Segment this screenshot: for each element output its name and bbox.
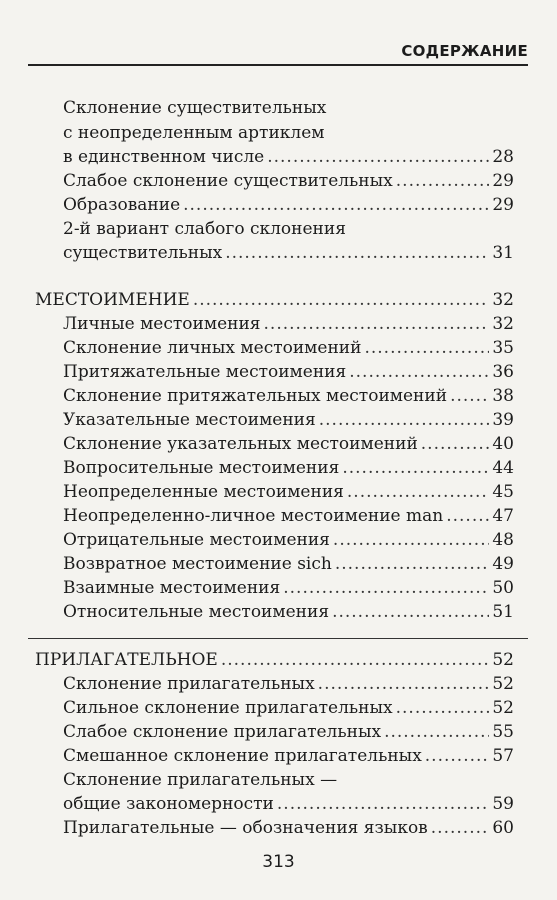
toc-page-number: 55: [492, 722, 514, 742]
toc-page-number: 32: [492, 290, 514, 310]
toc-entry-title: Прилагательные — обозначения языков: [63, 818, 428, 838]
toc-page-number: 28: [492, 147, 514, 167]
toc-entry: [63, 816, 514, 840]
toc-entry-title: Склонение личных местоимений: [63, 338, 362, 358]
toc-page-number: 51: [492, 602, 514, 622]
toc-entry-title: Возвратное местоимение sich: [63, 554, 332, 574]
toc-page-number: 45: [492, 482, 514, 502]
toc-entry: [63, 528, 514, 552]
toc-page-number: 59: [492, 794, 514, 814]
dot-leader: [396, 169, 490, 193]
page-number: 313: [262, 852, 295, 872]
toc-page-number: 52: [492, 674, 514, 694]
dot-leader: [319, 408, 490, 432]
toc-page-number: 49: [492, 554, 514, 574]
toc-page-number: 32: [492, 314, 514, 334]
toc-entry-title: Склонение прилагательных —: [63, 770, 338, 790]
dot-leader: [446, 504, 489, 528]
dot-leader: [384, 720, 489, 744]
toc-page-number: 47: [492, 506, 514, 526]
toc-entry-title: существительных: [63, 243, 223, 263]
toc-page-number: 57: [492, 746, 514, 766]
toc-section-heading: [35, 288, 514, 312]
running-header: [28, 38, 528, 66]
toc-page-number: 52: [492, 698, 514, 718]
toc-entry-title: Склонение притяжательных местоимений: [63, 386, 448, 406]
dot-leader: [364, 336, 489, 360]
dot-leader: [183, 193, 489, 217]
toc-entry: [63, 456, 514, 480]
dot-leader: [335, 552, 490, 576]
toc-entry: [63, 217, 528, 241]
toc-entry-title: общие закономерности: [63, 794, 274, 814]
toc-page-number: 40: [492, 434, 514, 454]
toc-entry-title: с неопределенным артиклем: [63, 123, 325, 143]
toc-entry: [63, 432, 514, 456]
toc-entry: [63, 193, 514, 217]
toc-entry: [63, 121, 528, 145]
toc-entry-title: Слабое склонение существительных: [63, 171, 393, 191]
toc-entry-title: Склонение указательных местоимений: [63, 434, 418, 454]
toc-section-heading: [35, 648, 514, 672]
toc-entry-title: Смешанное склонение прилагательных: [63, 746, 422, 766]
toc-entry-title: Склонение существительных: [63, 98, 327, 118]
toc-page-number: 50: [492, 578, 514, 598]
toc-entry: [63, 480, 514, 504]
dot-leader: [349, 360, 489, 384]
dot-leader: [318, 672, 490, 696]
toc-entry: [63, 408, 514, 432]
toc-entry: [63, 696, 514, 720]
toc-page-number: 29: [492, 195, 514, 215]
dot-leader: [193, 288, 490, 312]
toc-section-title: ПРИЛАГАТЕЛЬНОЕ: [35, 650, 218, 670]
dot-leader: [425, 744, 490, 768]
dot-leader: [283, 576, 489, 600]
dot-leader: [264, 312, 490, 336]
dot-leader: [431, 816, 490, 840]
toc-entry-title: Притяжательные местоимения: [63, 362, 347, 382]
toc-entry: [63, 672, 514, 696]
toc-entry: [63, 504, 514, 528]
toc-entry-title: Неопределенно-личное местоимение man: [63, 506, 444, 526]
toc-section-title: МЕСТОИМЕНИЕ: [35, 290, 190, 310]
toc-page-number: 39: [492, 410, 514, 430]
dot-leader: [347, 480, 489, 504]
toc-entry-title: Склонение прилагательных: [63, 674, 315, 694]
toc-entry-title: Вопросительные местоимения: [63, 458, 340, 478]
dot-leader: [342, 456, 489, 480]
toc-entry: [63, 384, 514, 408]
toc-entry-title: Образование: [63, 195, 181, 215]
toc-page-number: 48: [492, 530, 514, 550]
toc-page-number: 52: [492, 650, 514, 670]
toc-page-number: 36: [492, 362, 514, 382]
dot-leader: [421, 432, 490, 456]
toc-page-number: 60: [492, 818, 514, 838]
toc-entry-title: 2-й вариант слабого склонения: [63, 219, 346, 239]
toc-entry: [63, 312, 514, 336]
toc-entry-title: Личные местоимения: [63, 314, 261, 334]
toc-page-number: 44: [492, 458, 514, 478]
toc-entry: [63, 792, 514, 816]
toc-entry: [63, 720, 514, 744]
dot-leader: [333, 528, 489, 552]
running-header-title: СОДЕРЖАНИЕ: [401, 42, 528, 60]
toc-entry-title: Взаимные местоимения: [63, 578, 281, 598]
toc-entry: [63, 744, 514, 768]
toc-entry-title: в единственном числе: [63, 147, 265, 167]
dot-leader: [221, 648, 490, 672]
toc-entry: [63, 552, 514, 576]
toc-entry-title: Относительные местоимения: [63, 602, 330, 622]
toc-page-number: 31: [492, 243, 514, 263]
dot-leader: [267, 145, 489, 169]
toc-entry-title: Сильное склонение прилагательных: [63, 698, 393, 718]
toc-entry-title: Неопределенные местоимения: [63, 482, 344, 502]
toc-entry-title: Отрицательные местоимения: [63, 530, 330, 550]
toc-entry: [63, 600, 514, 624]
toc-page-number: 35: [492, 338, 514, 358]
dot-leader: [332, 600, 489, 624]
dot-leader: [396, 696, 490, 720]
toc-entry: [63, 576, 514, 600]
toc-entry: [63, 169, 514, 193]
toc-page-number: 29: [492, 171, 514, 191]
toc-entry: [63, 360, 514, 384]
section-divider: [28, 638, 528, 639]
dot-leader: [450, 384, 489, 408]
dot-leader: [277, 792, 489, 816]
toc-entry: [63, 145, 514, 169]
toc-entry: [63, 241, 514, 265]
toc-entry: [63, 336, 514, 360]
toc-entry-title: Указательные местоимения: [63, 410, 316, 430]
toc-entry: [63, 768, 528, 792]
toc-page-number: 38: [492, 386, 514, 406]
toc-entry-title: Слабое склонение прилагательных: [63, 722, 382, 742]
toc-entry: [63, 96, 528, 120]
dot-leader: [225, 241, 489, 265]
